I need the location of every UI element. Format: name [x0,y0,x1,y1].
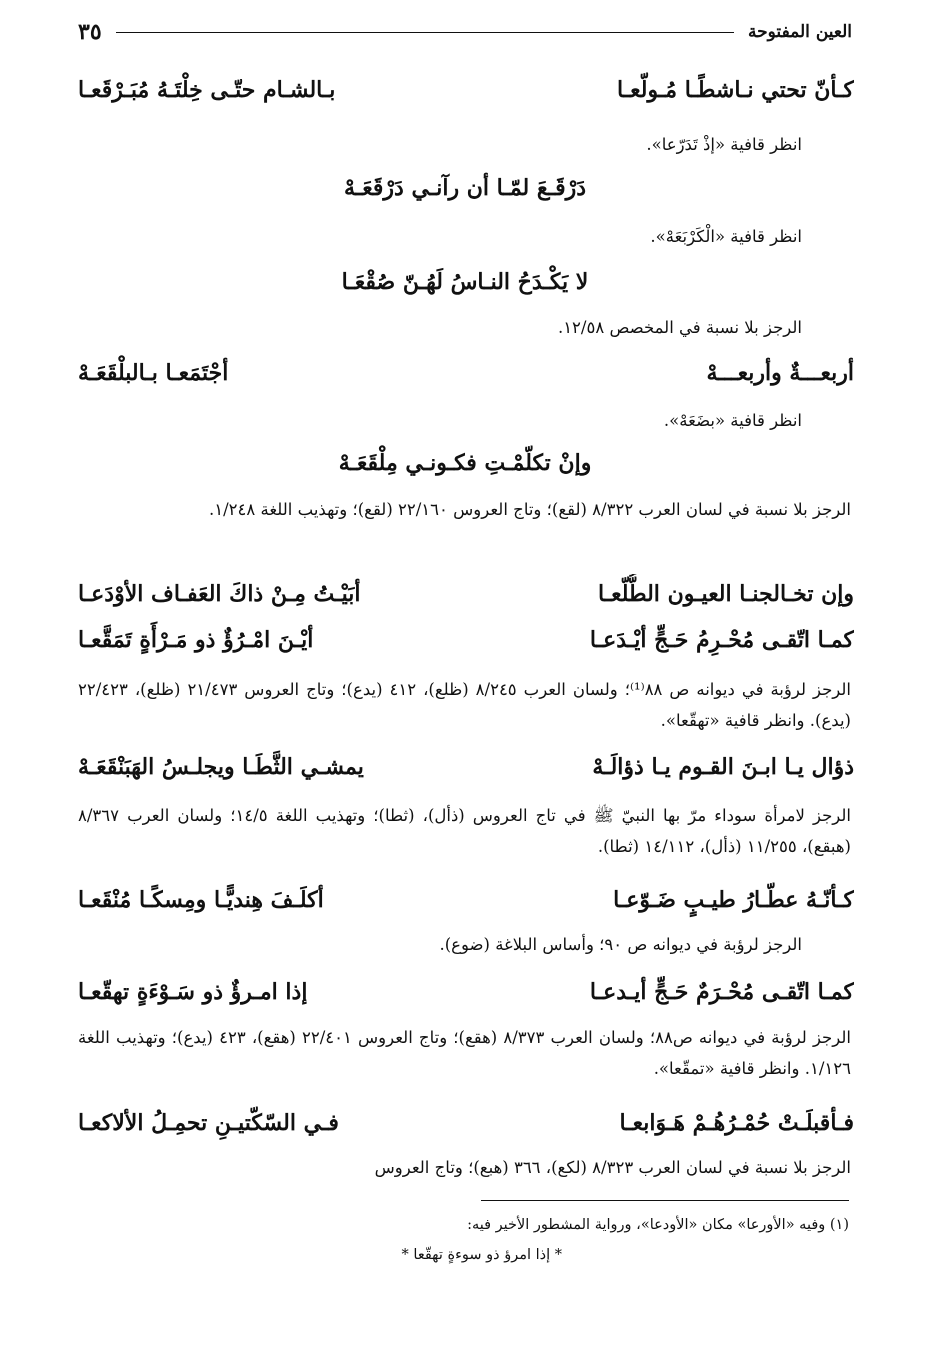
verse-first-hemistich: كمـا اتّقـى مُحْـرِمُ حَـجٍّ أيْـدَعـا [589,627,854,653]
verse-first-hemistich: فـأقبلَـتْ حُمْـرُهُـمْ هَـوَابعـا [619,1110,854,1136]
footnote-rule [481,1200,849,1201]
cross-reference-note: انظر قافية «إذْ تَدَرّعا». [646,135,802,154]
verse-second-hemistich: أكلَـفَ هِنديًّـا ومِسكًـا مُنْقَعـا [78,887,324,913]
verse-first-hemistich: وإن تخـالجنـا العيـون الطُّلّعـا [598,581,854,607]
running-header [78,10,852,54]
verse-second-hemistich: يمشـي الثَّطَـا ويجلـسُ الهَبَنْقَعَـهْ [78,754,364,780]
source-note: الرجز لرؤبة في ديوانه ص ٩٠؛ وأساس البلاغة (ضوع). [439,935,802,954]
running-title: العين المفتوحة [748,22,852,42]
source-paragraph: الرجز لرؤبة في ديوانه ص٨٨؛ ولسان العرب ٨/٣٧٣ (هقع)؛ وتاج العروس ٢٢/٤٠١ (هقع)، ٤٢٣ (يدع)؛ وتهذيب اللغة ١/١٢٦. وانظر قافية «تمقّعا». [78,1028,851,1078]
page-number: ٣٥ [78,19,102,45]
verse-line [78,620,854,660]
footnote-verse: * إذا امرؤ ذو سوءةٍ تهقّعا * [401,1247,562,1263]
verse-line [78,972,854,1012]
verse-line [78,747,854,787]
source-paragraph: الرجز بلا نسبة في لسان العرب ٨/٣٢٣ (لكع)، ٣٦٦ (هبع)؛ وتاج العروس [374,1158,851,1177]
verse-first-hemistich: أربعـــةٌ وأربعـــهْ [706,360,854,386]
verse-single-line: دَرْقَـعَ لمّـا أن رآنـي دَرْقَعَـهْ [344,175,586,201]
verse-single-line: لا يَكْـدَحُ النـاسُ لَهُـنّ صُقْعَـا [341,269,589,295]
verse-second-hemistich: أيْـنَ امْـرُؤٌ ذو مَـرْأَةٍ تَمَقَّعـا [78,627,314,653]
source-paragraph: الرجز لامرأة سوداء مرّ بها النبيّ ﷺ في تاج العروس (ذأل)، (ثطا)؛ وتهذيب اللغة ١٤/٥؛ ولسان العرب ٨/٣٦٧ (هبقع)، ١١/٢٥٥ (ذأل)، ١٤/١١٢ (ثطا). [78,806,851,856]
verse-line [78,353,854,393]
header-rule [116,32,734,33]
cross-reference-note: انظر قافية «بضَعَهْ». [663,411,802,430]
verse-first-hemistich: كـأنّ تحتي نـاشطًـا مُـولّعـا [616,77,854,103]
verse-second-hemistich: فـي السّكّتيـنِ تحمِـلُ الألاكعـا [78,1110,339,1136]
verse-line [78,574,854,614]
verse-line [78,880,854,920]
verse-second-hemistich: بـالشـام حتّـى خِلْتَـهُ مُبَـرْقَعـا [78,77,336,103]
verse-line [78,70,854,110]
verse-line [78,1103,854,1143]
verse-first-hemistich: ذؤال يـا ابـنَ القـوم يـا ذؤالَـهْ [592,754,854,780]
verse-second-hemistich: أبَيْـتُ مِـنْ ذاكَ العَفـاف الأوْدَعـا [78,581,361,607]
verse-first-hemistich: كـأنّـهُ عطّـارُ طيـبٍ ضَـوّعـا [613,887,854,913]
source-note: الرجز بلا نسبة في المخصص ١٢/٥٨. [557,318,802,337]
verse-second-hemistich: أجْتَمَعـا بـالبلْقَعَـهْ [78,360,229,386]
source-paragraph: الرجز لرؤبة في ديوانه ص ٨٨⁽¹⁾؛ ولسان العرب ٨/٢٤٥ (ظلع)، ٤١٢ (يدع)؛ وتاج العروس ٢١/٤٧٣ (ظلع)، ٢٢/٤٢٣ (يدع). وانظر قافية «تهقّعا». [78,680,851,730]
cross-reference-note: انظر قافية «الْكَرْبَعَهْ». [650,227,802,246]
footnote-text: (١) وفيه «الأورعا» مكان «الأودعا»، ورواية المشطور الأخير فيه: [467,1217,849,1233]
source-paragraph: الرجز بلا نسبة في لسان العرب ٨/٣٢٢ (لقع)؛ وتاج العروس ٢٢/١٦٠ (لقع)؛ وتهذيب اللغة ١/٢٤٨. [208,500,851,519]
verse-single-line: وإنْ تكلّمْـتِ فكـونـي مِلْقَعَـهْ [338,450,592,476]
verse-first-hemistich: كمـا اتّقـى مُحْـرَمٌ حَـجٍّ أيـدعـا [589,979,854,1005]
verse-second-hemistich: إذا امـرؤٌ ذو سَـوْءَةٍ تهقّعـا [78,979,308,1005]
